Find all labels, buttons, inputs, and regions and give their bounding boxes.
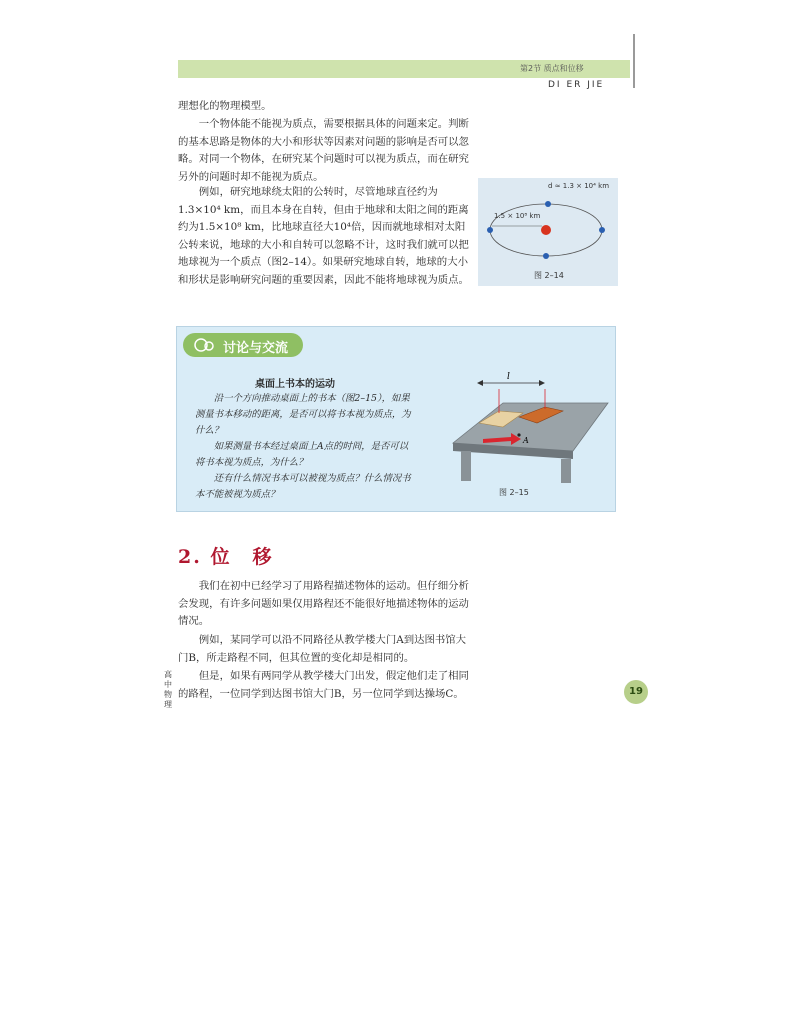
discussion-paragraph: 如果测量书本经过桌面上A点的时间，是否可以将书本视为质点，为什么？ <box>195 441 409 468</box>
discussion-paragraph: 沿一个方向推动桌面上的书本（图2–15），如果测量书本移动的距离，是否可以将书本视为质点，为什么？ <box>195 393 411 436</box>
discussion-paragraph: 还有什么情况书本可以被视为质点？什么情况书本不能被视为质点？ <box>195 473 411 500</box>
figure-caption: 图 2–14 <box>534 271 564 280</box>
discussion-title-badge <box>183 333 303 357</box>
diameter-label: d ≈ 1.3 × 10⁴ km <box>548 182 610 190</box>
discussion-icon <box>191 333 217 357</box>
figure-caption: 图 2–15 <box>499 488 529 497</box>
table-leg <box>461 451 471 481</box>
section-paragraph-2: 例如，某同学可以沿不同路径从教学楼大门A到达图书馆大门B，所走路程不同，但其位置的变化却是相同的。 <box>178 634 467 664</box>
discussion-heading: 桌面上书本的运动 <box>255 379 335 390</box>
earth-icon <box>487 227 493 233</box>
earth-icon <box>599 227 605 233</box>
section-title: 2. 位 移 <box>178 546 274 568</box>
figure-2-15 <box>423 363 613 493</box>
table-leg <box>561 459 571 483</box>
sun-icon <box>541 225 551 235</box>
point-a-label: A <box>523 436 529 445</box>
discussion-box <box>176 326 616 512</box>
section-paragraph-3: 但是，如果有两同学从教学楼大门出发，假定他们走了相同的路程，一位同学到达图书馆大门B，另一位同学到达操场C。 <box>178 670 469 700</box>
length-label: l <box>507 372 510 382</box>
side-label: 高中物理 <box>164 670 172 709</box>
discussion-title: 讨论与交流 <box>223 341 289 356</box>
discussion-text <box>195 391 415 503</box>
page-number: 19 <box>624 680 648 704</box>
earth-icon <box>545 201 551 207</box>
intro-paragraph-1: 一个物体能不能视为质点，需要根据具体的问题来定。判断的基本思路是物体的大小和形状等因素对问题的影响是否可以忽略。对同一个物体，在研究某个问题时可以视为质点，而在研究另外的问题时却不能视为质点。 <box>178 118 469 183</box>
earth-icon <box>543 253 549 259</box>
point-a-marker <box>517 433 520 436</box>
distance-label: 1.5 × 10⁸ km <box>494 212 541 220</box>
section-paragraph-1: 我们在初中已经学习了用路程描述物体的运动。但仔细分析会发现，有许多问题如果仅用路程还不能很好地描述物体的运动情况。 <box>178 580 469 628</box>
header-divider <box>633 34 635 88</box>
intro-paragraph-2: 例如，研究地球绕太阳的公转时，尽管地球直径约为1.3×10⁴ km，而且本身在自转，但由于地球和太阳之间的距离约为1.5×10⁸ km，比地球直径大10⁴倍，因而就地球相对太阳公转来说，地球的大小和自转可以忽略不计，这时我们就可以把地球视为一个质点（图2–14）。如果研究地球自转，地球的大小和形状是影响研究问题的重要因素，因此不能将地球视为质点。 <box>178 186 469 286</box>
header-section-title: 第2节 质点和位移 <box>520 64 584 73</box>
intro-line: 理想化的物理模型。 <box>178 100 272 112</box>
figure-2-14 <box>478 178 618 286</box>
header-pinyin: DI ER JIE <box>548 80 605 90</box>
table-top <box>453 403 608 451</box>
